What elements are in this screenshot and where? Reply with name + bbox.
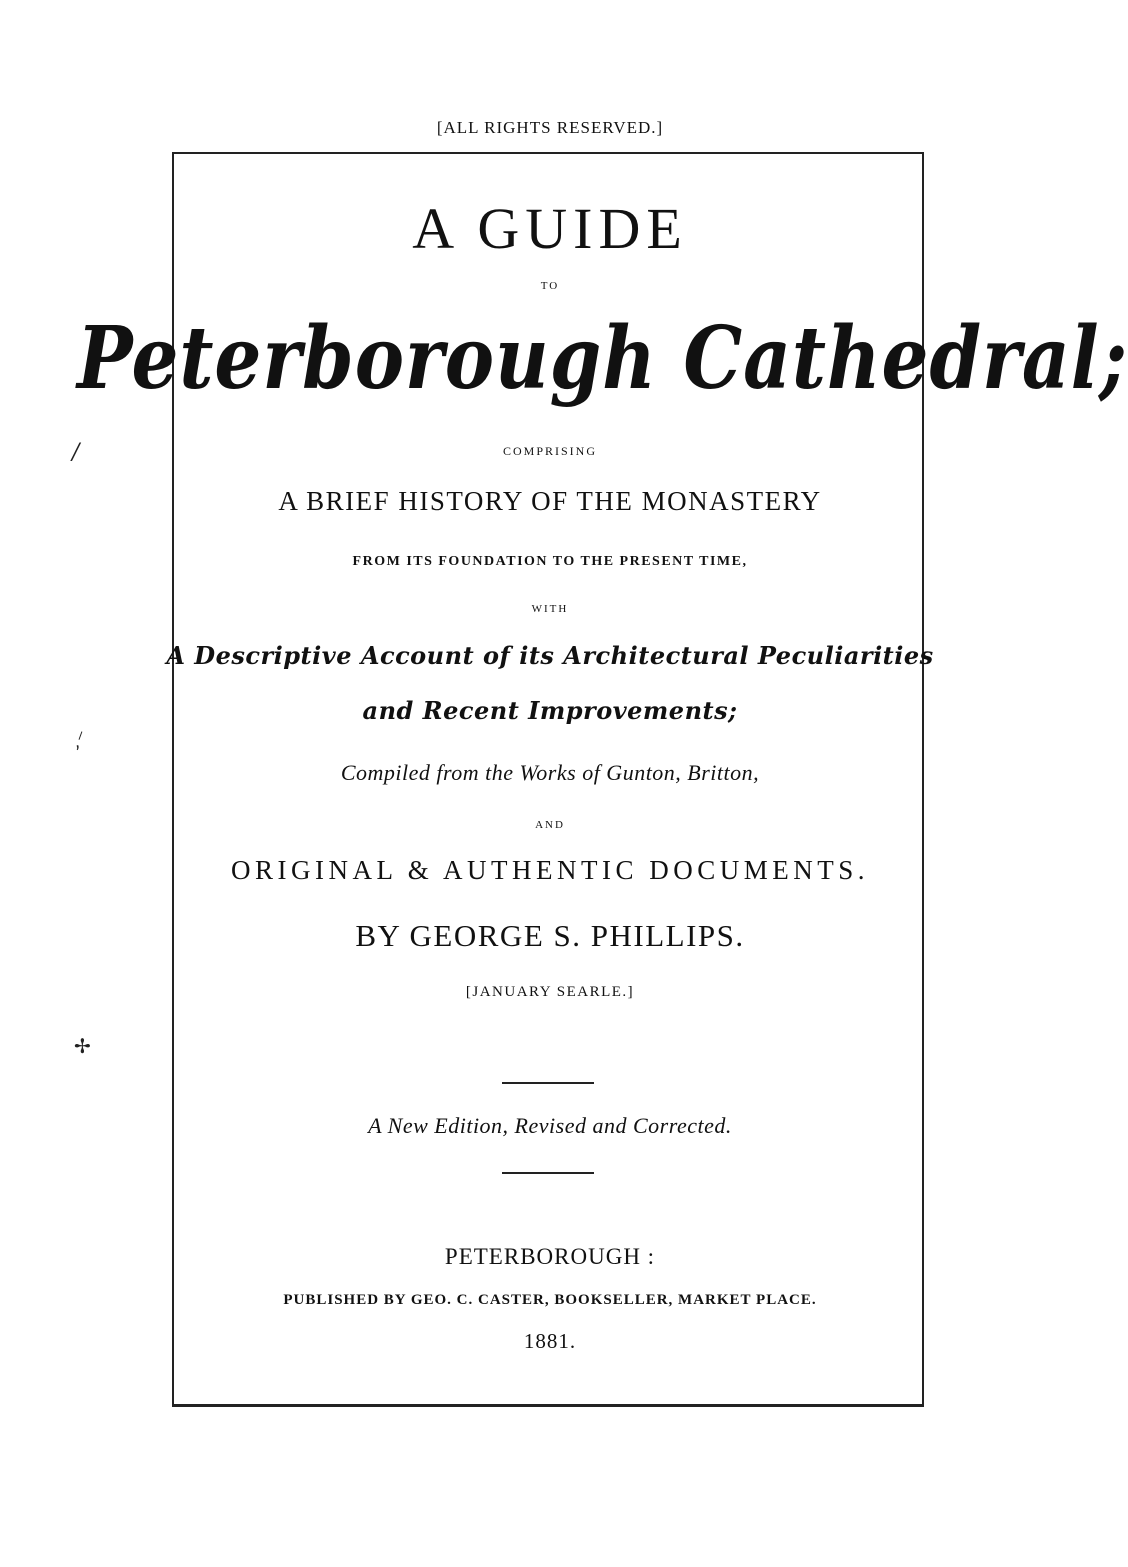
divider-rule-top — [502, 1082, 594, 1084]
compiled-from-line: Compiled from the Works of Gunton, Britton, — [340, 760, 760, 785]
author-line: BY GEORGE S. PHILLIPS. — [355, 918, 745, 953]
imprint-year: 1881. — [523, 1329, 577, 1353]
original-documents-line: ORIGINAL & AUTHENTIC DOCUMENTS. — [231, 855, 869, 885]
divider-rule-bottom — [502, 1172, 594, 1174]
and-label: AND — [535, 819, 565, 831]
imprint-place: PETERBOROUGH : — [444, 1244, 656, 1269]
title-peterborough-cathedral: Peterborough Cathedral; — [77, 308, 1128, 409]
imprint-publisher: PUBLISHED BY GEO. C. CASTER, BOOKSELLER, MARKET PLACE. — [283, 1292, 817, 1308]
descriptive-account-line-2: and Recent Improvements; — [362, 696, 738, 725]
margin-mark-2: ‚⸍ — [68, 727, 91, 754]
comprising-label: COMPRISING — [502, 444, 597, 458]
descriptive-account-line-1: A Descriptive Account of its Architectural Peculiarities — [166, 641, 934, 670]
brief-history-line: A BRIEF HISTORY OF THE MONASTERY — [278, 486, 822, 516]
margin-mark-1: / — [72, 440, 80, 465]
title-connector-to: TO — [540, 280, 560, 292]
with-label: WITH — [531, 603, 569, 615]
edition-line: A New Edition, Revised and Corrected. — [368, 1113, 732, 1138]
rights-notice: [ALL RIGHTS RESERVED.] — [436, 118, 664, 137]
title-a-guide: A GUIDE — [412, 196, 688, 261]
pseudonym-line: [JANUARY SEARLE.] — [465, 984, 635, 1000]
margin-mark-3: ✢ — [74, 1034, 91, 1058]
from-foundation-line: FROM ITS FOUNDATION TO THE PRESENT TIME, — [352, 554, 748, 569]
